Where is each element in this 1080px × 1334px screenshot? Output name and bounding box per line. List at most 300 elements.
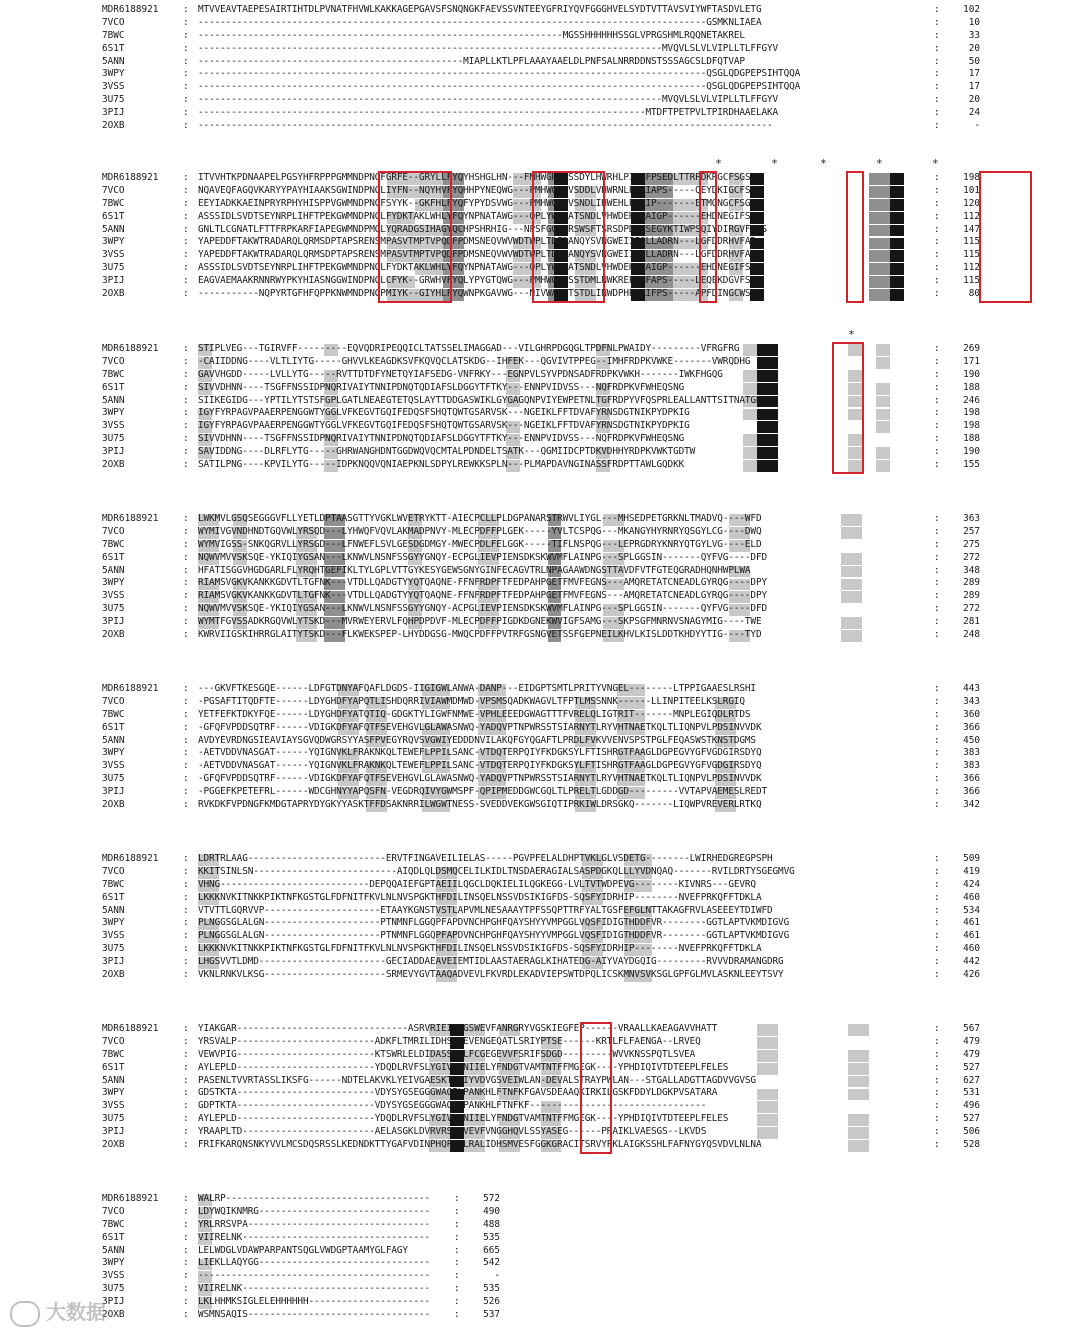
count-separator: :: [934, 734, 940, 746]
sequence-id: 7BWC: [102, 708, 125, 720]
separator: :: [183, 120, 189, 132]
separator: :: [183, 747, 189, 759]
sequence-residues: STIPLVEG---TGIRVFF---------EQVQDRIPEQQICLTATSSELIMAGGAD---VILGHRPDGQGLTPDFNLPWAIDY---------VFRGFRG: [198, 343, 740, 354]
sequence-id: 6S1T: [102, 1231, 125, 1243]
residue-count: 281: [963, 616, 980, 628]
sequence-id: 7BWC: [102, 29, 125, 41]
sequence-id: 3U75: [102, 262, 125, 274]
sequence-residues: LDRTRLAAG-------------------------ERVTFINGAVEILIELAS-----PGVPFELALDHPTVKLGLVSDETG--------LWIRHEDGREGPSPH: [198, 853, 773, 864]
residue-count: 567: [963, 1023, 980, 1034]
separator: :: [183, 381, 189, 393]
count-separator: :: [934, 525, 940, 537]
sequence-id: 7VCO: [102, 16, 125, 28]
residue-count: 120: [963, 197, 980, 209]
sequence-residues: ---GKVFTKESGQE------LDFGTDNYAFQAFLDGDS-IIGIGWLANWA-DANP---EIDGPTSMTLPRITYVNGEL--------LTPPIGAAESLRSHI: [198, 683, 756, 694]
count-separator: :: [934, 551, 940, 563]
sequence-id: 3VSS: [102, 1100, 125, 1112]
sequence-id: 3U75: [102, 943, 125, 955]
sequence-residues: LIEKLLAQYGG-------------------------------: [198, 1257, 431, 1269]
separator: :: [183, 853, 189, 864]
count-separator: :: [934, 760, 940, 772]
count-separator: :: [934, 16, 940, 28]
separator: :: [183, 223, 189, 235]
count-separator: :: [934, 1061, 940, 1073]
sequence-id: MDR6188921: [102, 343, 159, 354]
motif-box: [532, 171, 606, 303]
sequence-residues: RIAMSVGKVKANKKGDVTLTGFNK---VTDLLQADGTYYQTQAQNE-FFNFRDPFTFEDPAHPGETFMVFEGNS---AMQRETATCNEADLGYRQG----DPY: [198, 577, 767, 589]
sequence-id: 3U75: [102, 94, 125, 106]
sequence-id: 3WPY: [102, 917, 125, 929]
separator: :: [183, 407, 189, 419]
conservation-star: *: [715, 157, 722, 170]
count-separator: :: [934, 381, 940, 393]
residue-count: 363: [963, 513, 980, 524]
count-separator: :: [934, 721, 940, 733]
separator: :: [183, 590, 189, 602]
sequence-id: MDR6188921: [102, 1193, 159, 1204]
sequence-id: MDR6188921: [102, 853, 159, 864]
residue-count: 289: [963, 590, 980, 602]
sequence-residues: VTVTTLGQRVVP---------------------ETAAYKGNSTVSTLAPVMLNESAAAYTPFSSQPTTRFYALTGSFEFGLNTTAKAGFRVLASEEEYTDIWFD: [198, 904, 773, 916]
sequence-residues: -PGSAFTITQDFTE------LDYGHDFYAPQTLISHDQRRIVIAWMDMWD-VPSMSQADKWAGVLTFPTLMSSNNK------LLINPITEELKSLRGIQ: [198, 695, 745, 707]
count-separator: :: [934, 42, 940, 54]
motif-box: [699, 171, 717, 303]
separator: :: [183, 81, 189, 93]
sequence-residues: VHNG---------------------------DEPQQAIEFGPTAEIILQGCLDQKIELILQGKEGG-LVLTVTWDPEVG--------KIVNRS---GEVRQ: [198, 878, 756, 890]
residue-count: 534: [963, 904, 980, 916]
sequence-residues: AVDYEVRDNGSIEAVIAYSGVQDWGRSYYASFPVEGYRQVSVGWIYEDDDNVILAKQFGYQGAFTLPRDLFVKVVENVSPSTPGLFEQASWSTKNSTDGMS: [198, 734, 756, 746]
count-separator: :: [934, 446, 940, 458]
residue-count: 50: [968, 55, 980, 67]
residue-count: 366: [963, 786, 980, 798]
separator: :: [183, 538, 189, 550]
sequence-id: 3VSS: [102, 930, 125, 942]
residue-count: 115: [963, 275, 980, 287]
residue-count: 10: [968, 16, 980, 28]
separator: :: [183, 616, 189, 628]
sequence-residues: VKNLRNKVLKSG----------------------SRMEVYGVTAAQADVEVLFKVRDLEKADVIEPSWTDPQLICSKMNVSVKSGLGPFGLMVLASKNLEEYTSVY: [198, 969, 784, 981]
sequence-residues: WYMIVGVNDHNDTGQVWLYRSQD---LYHWQFVQVLAKMADPNVY-MLECPDFFPLGEK-----YVLTCSPQG---MKANGYHYRNRYQSGYLCG----DWQ: [198, 525, 762, 537]
sequence-residues: SATILPNG----KPVILYTG-----IDPKNQQVQNIAEPKNLSDPYLREWKKSPLN---PLMAPDAVNGINASSFRDPTTAWLGQDKK: [198, 459, 685, 471]
separator: :: [183, 1193, 189, 1204]
separator: :: [183, 394, 189, 406]
separator: :: [183, 1074, 189, 1086]
sequence-id: 3VSS: [102, 590, 125, 602]
separator: :: [183, 1309, 189, 1321]
residue-count: 269: [963, 343, 980, 354]
sequence-residues: -GFQFVPDDSQTRF------VDIGKDFYAFQTFSEVEHGVLGLAWASNWQ-YADQVPTNPWRSSTSIARNYTLRYVHTNAETKQLTLIQNPVLPDSINVVDK: [198, 773, 762, 785]
sequence-residues: ------------------------------------------------------------------------------------MVQVLSLVLVIPLLTLFFGYV: [198, 94, 779, 106]
residue-count: 531: [963, 1087, 980, 1099]
residue-count: 190: [963, 446, 980, 458]
sequence-residues: YIAKGAR-------------------------------ASRVRIEIDYGSWEVFANRGRYVGSKIEGFEP------VRAALLKAEAGAVVHATT: [198, 1023, 718, 1034]
residue-count: 101: [963, 184, 980, 196]
residue-count: 572: [483, 1193, 500, 1204]
sequence-id: 3U75: [102, 773, 125, 785]
count-separator: :: [934, 1113, 940, 1125]
separator: :: [183, 249, 189, 261]
sequence-residues: ------------------------------------------------------------------MGSSHHHHHHSSGLVPRGSHMLRQQNETAKREL: [198, 29, 745, 41]
sequence-residues: GNLTLCGNATLFTTFRPKARFIAPEGWMNDPMGLYQRADGSIHAGYQCHPSHRHIG---NPSFGQAARSWSFTSRSDPDNGSEGYKTIWPSQIYDIRGVFDGS: [198, 223, 767, 235]
sequence-residues: --------------------------------------------------------------------------------------------GSMKNLIAEA: [198, 16, 762, 28]
sequence-residues: --------------------------------------------------------------------------------------------------------: [198, 120, 773, 132]
sequence-id: 6S1T: [102, 551, 125, 563]
count-separator: :: [934, 1023, 940, 1034]
separator: :: [183, 343, 189, 354]
count-separator: :: [934, 29, 940, 41]
sequence-id: 6S1T: [102, 891, 125, 903]
conservation-star: *: [876, 157, 883, 170]
sequence-residues: --------------------------------------------------------------------------------------------QSGLQDGPEPSIHTQQA: [198, 81, 801, 93]
residue-count: -: [974, 120, 980, 132]
separator: :: [183, 42, 189, 54]
separator: :: [183, 760, 189, 772]
count-separator: :: [934, 249, 940, 261]
residue-count: 33: [968, 29, 980, 41]
residue-count: 17: [968, 68, 980, 80]
count-separator: :: [934, 773, 940, 785]
residue-count: 479: [963, 1035, 980, 1047]
sequence-residues: LKLHHMKSIGLELEHHHHHH----------------------: [198, 1296, 431, 1308]
count-separator: :: [454, 1270, 460, 1282]
sequence-residues: SIVVDHNN----TSGFFNSSIDPNQRIVAIYTNNIPDNQTQDIAFSLDGGYTFTKY---ENNPVIDVSS---NQFRDPKVFWHEQSNG: [198, 381, 685, 393]
count-separator: :: [934, 956, 940, 968]
count-separator: :: [934, 210, 940, 222]
sequence-id: 2OXB: [102, 288, 125, 300]
count-separator: :: [454, 1193, 460, 1204]
motif-box: [846, 171, 864, 303]
separator: :: [183, 1244, 189, 1256]
sequence-residues: RVKDKFVPDNGFKMDGTAPRYDYGKYYASKTFFDSAKNRRILWGWTNESS-SVEDDVEKGWSGIQTIPRKIWLDRSGKQ-------LIQWPVREVERLRTKQ: [198, 799, 762, 811]
residue-count: 450: [963, 734, 980, 746]
sequence-id: 2OXB: [102, 120, 125, 132]
count-separator: :: [934, 1074, 940, 1086]
conservation-star: *: [848, 328, 855, 341]
sequence-id: 7VCO: [102, 695, 125, 707]
sequence-residues: LELWDGLVDAWPARPANTSQGLVWDGPTAAMYGLFAGY: [198, 1244, 408, 1256]
residue-count: 627: [963, 1074, 980, 1086]
separator: :: [183, 236, 189, 248]
residue-count: 509: [963, 853, 980, 864]
sequence-id: MDR6188921: [102, 513, 159, 524]
separator: :: [183, 721, 189, 733]
sequence-id: MDR6188921: [102, 683, 159, 694]
residue-count: 496: [963, 1100, 980, 1112]
sequence-residues: -----------NQPYRTGFHFQPPKNWMNDPNGPMIYK--GIYHLFYQWNPKGAVWG---NIVWAHSTSTDLINWDPHPPAIFPS-----APFDINGCWSGS: [198, 288, 762, 300]
sequence-id: 3PIJ: [102, 1126, 125, 1138]
sequence-id: 7VCO: [102, 184, 125, 196]
separator: :: [183, 55, 189, 67]
count-separator: :: [934, 1100, 940, 1112]
sequence-residues: SIVVDHNN----TSGFFNSSIDPNQRIVAIYTNNIPDNQTQDIAFSLDGGYTFTKY---ENNPVIDVSS---NQFRDPKVFWHEQSNG: [198, 433, 685, 445]
sequence-residues: LHGSVVTLDMD-----------------------GECIADDAEAVEIEMTIDLAASTAERAGLKIHATEDG-AIYVAYDGQIG---------RVVVDRAMANGDRG: [198, 956, 784, 968]
count-separator: :: [454, 1309, 460, 1321]
residue-count: 461: [963, 930, 980, 942]
residue-count: 198: [963, 407, 980, 419]
sequence-residues: ------------------------------------------------------------------------------------MVQVLSLVLVIPLLTLFFGYV: [198, 42, 779, 54]
separator: :: [183, 865, 189, 877]
count-separator: :: [454, 1205, 460, 1217]
separator: :: [183, 210, 189, 222]
separator: :: [183, 1257, 189, 1269]
sequence-residues: RIAMSVGKVKANKKGDVTLTGFNK---VTDLLQADGTYYQTQAQNE-FFNFRDPFTFEDPAHPGETFMVFEGNS---AMQRETATCNEADLGYRQG----DPY: [198, 590, 767, 602]
count-separator: :: [934, 708, 940, 720]
residue-count: 360: [963, 708, 980, 720]
separator: :: [183, 956, 189, 968]
sequence-id: 7VCO: [102, 1035, 125, 1047]
sequence-residues: MTVVEAVTAEPESAIRTIHTDLPVNATFHVWLKAKKAGEPGAVSFSNQNGKFAEVSSVNTEEYGFRIYQVFGGGHVELSYDTVTTAVSVIYWFTASDVLETG: [198, 4, 762, 15]
count-separator: :: [934, 904, 940, 916]
sequence-id: 5ANN: [102, 1074, 125, 1086]
sequence-id: 3PIJ: [102, 107, 125, 119]
watermark: [10, 1296, 106, 1327]
sequence-id: 7VCO: [102, 525, 125, 537]
separator: :: [183, 734, 189, 746]
residue-count: 275: [963, 538, 980, 550]
sequence-residues: VIIRELNK----------------------------------: [198, 1231, 431, 1243]
sequence-residues: LKKKNVKITNKKPIKTNFKGSTGLFDFNITFKVLNLNVSPGKTHFDILINSQELNSSVDSIKIGFDS-SQSFYIDRHIP--------NVEFPRKQFFTDKLA: [198, 891, 762, 903]
count-separator: :: [934, 603, 940, 615]
residue-count: 115: [963, 236, 980, 248]
residue-count: 419: [963, 865, 980, 877]
residue-count: 348: [963, 564, 980, 576]
sequence-residues: FRIFKARQNSNKYVVLMCSDQSRSSLKEDNDKTTYGAFVDINPHQPLSLRALIDHSMVESFGGKGRACITSRVYPKLAIGKSSHLFAFNYGYQSVDVLNLNA: [198, 1139, 762, 1151]
residue-count: 171: [963, 355, 980, 367]
count-separator: :: [934, 1087, 940, 1099]
separator: :: [183, 4, 189, 15]
separator: :: [183, 1139, 189, 1151]
residue-count: 526: [483, 1296, 500, 1308]
count-separator: :: [934, 513, 940, 524]
separator: :: [183, 891, 189, 903]
count-separator: :: [934, 943, 940, 955]
count-separator: :: [934, 538, 940, 550]
separator: :: [183, 799, 189, 811]
sequence-id: 3WPY: [102, 1257, 125, 1269]
sequence-residues: ------------------------------------------------MIAPLLKTLPFLAAAYAAELDLPNFSALNRRDDNSTSSSAGCSLDFQTVAP: [198, 55, 745, 67]
sequence-id: 5ANN: [102, 1244, 125, 1256]
sequence-residues: GDSTKTA-------------------------VDYSYGSEGGGWAGILPANKHLFTNFKFGAVSDEAAQKIRKILGSKFDDYLDGKPVSATARA: [198, 1087, 718, 1099]
sequence-residues: WALRP-------------------------------------: [198, 1193, 431, 1204]
separator: :: [183, 904, 189, 916]
sequence-id: 3VSS: [102, 249, 125, 261]
count-separator: :: [934, 853, 940, 864]
sequence-residues: YETFEFKTDKYFQE------LDYGHDFYATQTIQ-GDGKTYLIGWFNMWE-VPHLEEEDGWAGTTTFVRELQLIGTRIT-------MNPLEGIQDLRTDS: [198, 708, 751, 720]
sequence-id: 7BWC: [102, 197, 125, 209]
separator: :: [183, 1100, 189, 1112]
sequence-id: 7VCO: [102, 1205, 125, 1217]
sequence-residues: YRLRRSVPA---------------------------------: [198, 1218, 431, 1230]
count-separator: :: [934, 1035, 940, 1047]
sequence-id: 6S1T: [102, 721, 125, 733]
sequence-id: 2OXB: [102, 629, 125, 641]
residue-count: 424: [963, 878, 980, 890]
residue-count: 343: [963, 695, 980, 707]
sequence-id: 3WPY: [102, 236, 125, 248]
separator: :: [183, 1283, 189, 1295]
count-separator: :: [934, 577, 940, 589]
separator: :: [183, 1270, 189, 1282]
sequence-id: 2OXB: [102, 969, 125, 981]
sequence-residues: -GFQFVPDDSQTRF------VDIGKDFYAFQTFSEVEHGVLGLAWASNWQ-YADQVPTNPWRSSTSIARNYTLRYVHTNAETKQLTLIQNPVLPDSINVVDK: [198, 721, 762, 733]
sequence-residues: ASSSIDLSVDTSEYNRPLIHFTPEKGWMNDPNGLFYDKTAKLWHLYFQYNPNATAWG---QPLYWGHATSNDLVHWDEHEIAIGP------EHDNEGIFSGS: [198, 262, 762, 274]
separator: :: [183, 930, 189, 942]
sequence-residues: YAPEDDFTAKWTRADARQLQRMSDPTAPSRENSMPASVTMPTVPQDFPDMSNEQVWVWDTWPLTDEDANQYSVNGWEIIFSLLADRN---LGFDDRHVFAR: [198, 236, 756, 248]
sequence-residues: IGYFYRPAGVPAAERPENGGWTYGGLVFKEGVTGQIFEDQSFSHQTQWTGSARVSK---NGEIKLFFTDVAFYRNSDGTNIKPYDPKIG: [198, 407, 690, 419]
separator: :: [183, 683, 189, 694]
residue-count: 461: [963, 917, 980, 929]
residue-count: 190: [963, 368, 980, 380]
sequence-residues: WYMVIGSS-SNKQGRVLLYRSGD---LFNWEFLSVLGESDGDMGY-MWECPDLFELGGK-----TIFLNSPQG---LEPRGDRYKNRYQTGYLVG----ELD: [198, 538, 762, 550]
separator: :: [183, 433, 189, 445]
separator: :: [183, 551, 189, 563]
separator: :: [183, 917, 189, 929]
sequence-residues: NQWVMVVSKSQE-YKIQIYGSAN---LKNWVLNSNFSSGYYGNQY-ECPGLIEVPIENSDKSKWVMFLAINPG---SPLGGSIN-------QYFVG----DFD: [198, 551, 767, 563]
residue-count: 112: [963, 210, 980, 222]
count-separator: :: [934, 459, 940, 471]
residue-count: 102: [963, 4, 980, 15]
residue-count: 506: [963, 1126, 980, 1138]
sequence-residues: ASSSIDLSVDTSEYNRPLIHFTPEKGWMNDPNGLFYDKTAKLWHLYFQYNPNATAWG---QPLYWGHATSNDLVHWDEHEIAIGP------EHDNEGIFSGS: [198, 210, 762, 222]
residue-count: 115: [963, 249, 980, 261]
separator: :: [183, 29, 189, 41]
residue-count: 443: [963, 683, 980, 694]
separator: :: [183, 708, 189, 720]
sequence-id: 6S1T: [102, 1061, 125, 1073]
count-separator: :: [934, 236, 940, 248]
sequence-id: 2OXB: [102, 1309, 125, 1321]
separator: :: [183, 184, 189, 196]
count-separator: :: [934, 262, 940, 274]
count-separator: :: [934, 629, 940, 641]
sequence-residues: VEWVPIG-------------------------KTSWRLELDIDASSVELFCGEGEVVFSRIFSDGD---------WVVKNSSPQTLSVEA: [198, 1048, 696, 1060]
count-separator: :: [934, 865, 940, 877]
sequence-id: 3PIJ: [102, 956, 125, 968]
sequence-residues: PLNGGSGLALGN---------------------PTNMNFLGGQPFAPDVNCHPGHFQAYSHYYVMPGGLVQSFIDIGTHDDFVR--------GGTLAPTVKMDIGVG: [198, 930, 790, 942]
separator: :: [183, 1113, 189, 1125]
count-separator: :: [934, 930, 940, 942]
separator: :: [183, 459, 189, 471]
separator: :: [183, 629, 189, 641]
sequence-id: 7BWC: [102, 368, 125, 380]
residue-count: 20: [968, 42, 980, 54]
count-separator: :: [934, 747, 940, 759]
residue-count: 535: [483, 1283, 500, 1295]
conservation-star: *: [931, 157, 939, 170]
separator: :: [183, 1205, 189, 1217]
sequence-residues: EAGVAEMAAKRNNRWYPKYHIASNGGWINDPNGLCFYK--GRWHVFYQLYPYGTQWG---PMHWGHVSSTDMLNWKREPIMFAPS-----LEQEKDGVFSGS: [198, 275, 762, 287]
sequence-id: 3PIJ: [102, 786, 125, 798]
sequence-residues: LWKMVLGSQSEGGGVFLLYETLDPTAASGTTYVGKLWVETRYKTT-AIECPCLLPLDGPANARSTRWVLIYGL---MHSEDPETGRKNLTMADVQ----WFD: [198, 513, 762, 524]
sequence-id: 7VCO: [102, 355, 125, 367]
sequence-id: MDR6188921: [102, 172, 159, 183]
count-separator: :: [934, 799, 940, 811]
motif-box: [832, 342, 864, 474]
count-separator: :: [934, 68, 940, 80]
sequence-residues: YRSVALP-------------------------ADKFLTMRILIDHSAVEVENGEQATLSRIYPTSE------KRTLFLFAENGA--LRVEQ: [198, 1035, 701, 1047]
count-separator: :: [934, 683, 940, 694]
motif-box: [378, 171, 452, 303]
separator: :: [183, 420, 189, 432]
separator: :: [183, 355, 189, 367]
count-separator: :: [934, 616, 940, 628]
sequence-id: 3PIJ: [102, 1296, 125, 1308]
sequence-id: 3U75: [102, 433, 125, 445]
separator: :: [183, 1048, 189, 1060]
sequence-residues: KWRVIIGSKIHRRGLAITYTSKD---FLKWEKSPEP-LHYDDGSG-MWQCPDFFPVTRFGSNGVETSSFGEPNEILKHVLKISLDDTKHDYYTIG----TYD: [198, 629, 762, 641]
residue-count: 188: [963, 381, 980, 393]
sequence-residues: ITVVHTKPDNAAPELPGSYHFRPPPGMMNDPNGFGRFE--GRYLLFYQYHSHGLHN---FMHWGHAVSSDYLHWRHLPIFLFPSEDLTTRPDKRGCFSGS: [198, 172, 751, 183]
count-separator: :: [934, 878, 940, 890]
count-separator: :: [454, 1257, 460, 1269]
sequence-residues: ---------------------------------------------------------------------------------MTDFTPETPVLTPIRDHAAELAKA: [198, 107, 779, 119]
sequence-id: 6S1T: [102, 210, 125, 222]
separator: :: [183, 943, 189, 955]
watermark-text: 大数据: [46, 1300, 106, 1324]
count-separator: :: [934, 81, 940, 93]
sequence-residues: EEYIADKKAEINPRYRPHYHISPPVGWMNDPNGFSYYK--GKFHLFYQFYPYDSVWG---PMHWGHVVSNDLIHWEHLPTAIP-------ETMGNGCFSGS: [198, 197, 756, 209]
residue-count: 460: [963, 943, 980, 955]
count-separator: :: [934, 172, 940, 183]
separator: :: [183, 695, 189, 707]
separator: :: [183, 288, 189, 300]
separator: :: [183, 16, 189, 28]
residue-count: 488: [483, 1218, 500, 1230]
residue-count: 155: [963, 459, 980, 471]
residue-count: 198: [963, 172, 980, 183]
residue-count: 527: [963, 1061, 980, 1073]
sequence-residues: YRAAPLTD------------------------AELASGKLDVRVRSSTVEVFVNGGHQVLSSYASEG------PRAIKLVAESGS--LKVDS: [198, 1126, 707, 1138]
count-separator: :: [934, 4, 940, 15]
count-separator: :: [454, 1244, 460, 1256]
residue-count: 460: [963, 891, 980, 903]
sequence-id: 3WPY: [102, 1087, 125, 1099]
watermark-logo-icon: [10, 1301, 40, 1327]
count-separator: :: [934, 407, 940, 419]
count-separator: :: [454, 1283, 460, 1295]
count-separator: :: [934, 1048, 940, 1060]
count-separator: :: [934, 433, 940, 445]
separator: :: [183, 368, 189, 380]
sequence-id: 3WPY: [102, 577, 125, 589]
residue-count: 342: [963, 799, 980, 811]
residue-count: 198: [963, 420, 980, 432]
sequence-id: 3WPY: [102, 407, 125, 419]
sequence-residues: WSMNSAQIS---------------------------------: [198, 1309, 431, 1321]
sequence-residues: AYLEPLD-------------------------YDQDLRVFSLYGIVDKNIIELYFNDGTVAMTNTFFMGEGK----YPHDIQIVTDTEEPLFELES: [198, 1061, 729, 1073]
separator: :: [183, 969, 189, 981]
sequence-id: 3PIJ: [102, 446, 125, 458]
separator: :: [183, 603, 189, 615]
separator: :: [183, 1296, 189, 1308]
residue-count: 528: [963, 1139, 980, 1151]
sequence-residues: -AETVDDVNASGAT------YQIGNVKLFRAKNKQLTEWEFLPPILSANC-VTDQTERPQIYFKDGKSYLFTISHRGTFAAGLDGPEGVYGFVGDGIRSDYQ: [198, 760, 762, 772]
sequence-residues: YAPEDDFTAKWTRADARQLQRMSDPTAPSRENSMPASVTMPTVPQDFPDMSNEQVWVWDTWPLTDEDANQYSVNGWEIIFSLLADRN---LGFDDRHVFAR: [198, 249, 756, 261]
residue-count: 289: [963, 577, 980, 589]
residue-count: 527: [963, 1113, 980, 1125]
sequence-id: 5ANN: [102, 734, 125, 746]
sequence-residues: WYMTFGVSSADKRGQVWLYTSKD---MVRWEYERVLFQHPDPDVF-MLECPDFFPIGDKDGNEKWVIGFSAMG---SKPSGFMNRNVSNAGYMIG----TWE: [198, 616, 762, 628]
sequence-residues: --------------------------------------------------------------------------------------------QSGLQDGPEPSIHTQQA: [198, 68, 801, 80]
residue-count: 442: [963, 956, 980, 968]
sequence-residues: NQAVEQFAGQVKARYYPAYHIAAKSGWINDPNGLIYFN--NQYHVFYQHHPYNEQWG---PMHWGHVVSDDLVHWRNLPIAIAPS-----QEYDKIGCFSGS: [198, 184, 762, 196]
count-separator: :: [934, 343, 940, 354]
residue-count: 665: [483, 1244, 500, 1256]
conservation-star: *: [820, 157, 827, 170]
sequence-residues: HFATISGGVHGDGARLFLYRQHTGEFIKLTYLGPLVTTGYKESYGEWSGNYGINFECAGVTRLNPAGAAWDNGSTTAVDFVTFGTEQGRADHQNHWPLWA: [198, 564, 751, 576]
separator: :: [183, 197, 189, 209]
sequence-id: 6S1T: [102, 42, 125, 54]
